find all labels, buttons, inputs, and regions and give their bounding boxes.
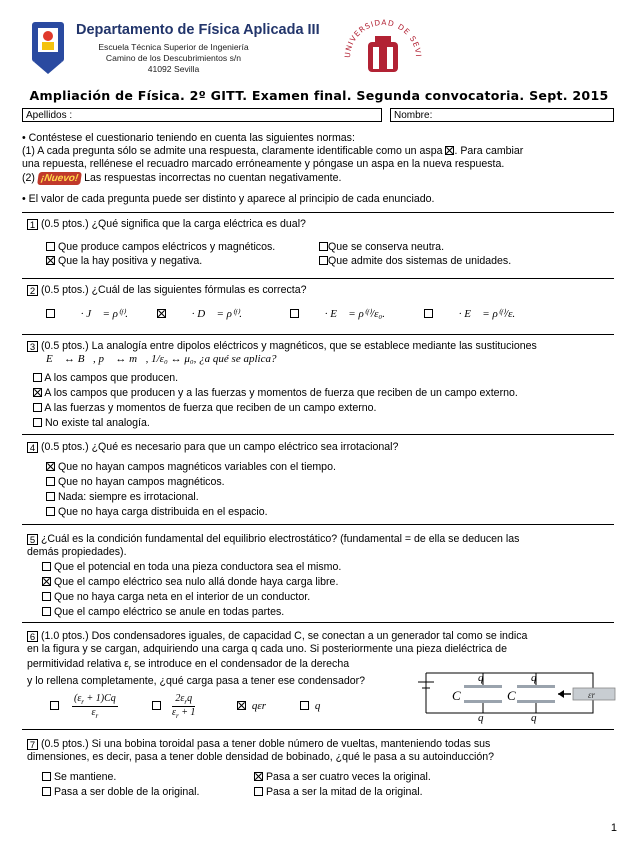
q5-option-c[interactable]: Que no haya carga neta en el interior de un conductor. xyxy=(42,591,310,603)
instructions-rule-2: (2) ¡Nuevo! Las respuestas incorrectas no cuentan negativamente. xyxy=(22,172,342,184)
q7-option-b[interactable]: Pasa a ser cuatro veces la original. xyxy=(254,771,431,783)
question-7-text: 7 (0.5 ptos.) Si una bobina toroidal pasa a tener doble número de vueltas, manteniendo todas sus xyxy=(27,738,490,750)
divider xyxy=(22,729,614,730)
divider xyxy=(22,524,614,525)
q5-checkbox-a[interactable] xyxy=(42,562,51,571)
charge-label: q xyxy=(531,672,537,684)
q3-option-b[interactable]: A los campos que producen y a las fuerzas y momentos de fuerza que reciben de un campo externo. xyxy=(33,387,518,399)
question-6-text-4: y lo rellena completamente, ¿qué carga pasa a tener ese condensador? xyxy=(27,675,366,687)
q4-option-b[interactable]: Que no hayan campos magnéticos. xyxy=(46,476,225,488)
university-ring-text: UNIVERSIDAD DE SEVI xyxy=(342,17,424,59)
question-7-text-cont: dimensiones, es decir, pasa a tener doble densidad de bobinado, ¿qué le pasa a su autoinducción? xyxy=(27,751,495,763)
question-6-text-2: en la figura y se cargan, adquiriendo una carga q cada uno. Si posteriormente una pieza dieléctrica de xyxy=(27,643,507,655)
q6-checkbox-c[interactable] xyxy=(237,701,246,710)
q5-option-a[interactable]: Que el potencial en toda una pieza conductora sea el mismo. xyxy=(42,561,341,573)
instructions-note: • El valor de cada pregunta puede ser distinto y aparece al principio de cada enunciado. xyxy=(22,193,435,205)
q4-option-c[interactable]: Nada: siempre es irrotacional. xyxy=(46,491,199,503)
nombre-field[interactable] xyxy=(390,108,614,122)
apellidos-field[interactable] xyxy=(22,108,382,122)
q3-checkbox-b[interactable] xyxy=(33,388,42,397)
q6-checkbox-a[interactable] xyxy=(50,701,59,710)
page-number: 1 xyxy=(610,822,617,834)
q1-checkbox-d[interactable] xyxy=(319,256,328,265)
q4-option-d[interactable]: Que no haya carga distribuida en el espacio. xyxy=(46,506,268,518)
q7-checkbox-b[interactable] xyxy=(254,772,263,781)
instructions-intro: • Contéstese el cuestionario teniendo en cuenta las siguientes normas: xyxy=(22,132,355,144)
dielectric-label: εr xyxy=(588,690,596,700)
charge-label: q xyxy=(478,672,484,684)
q6-option-c[interactable]: qεr xyxy=(237,700,266,712)
nuevo-badge: ¡Nuevo! xyxy=(37,172,82,185)
divider xyxy=(22,434,614,435)
q1-checkbox-c[interactable] xyxy=(46,256,55,265)
question-5-text: 5 ¿Cuál es la condición fundamental del equilibrio electrostático? (fundamental = de ella se deducen las xyxy=(27,533,519,545)
q5-checkbox-b[interactable] xyxy=(42,577,51,586)
q6-option-b[interactable] xyxy=(152,700,161,712)
nombre-label: Nombre: xyxy=(394,110,433,121)
exam-title: Ampliación de Física. 2º GITT. Examen final. Segunda convocatoria. Sept. 2015 xyxy=(29,88,609,103)
q1-checkbox-b[interactable] xyxy=(319,242,328,251)
cap-label-left: C xyxy=(452,688,461,703)
q1-option-b[interactable]: Que se conserva neutra. xyxy=(319,241,444,253)
q3-option-a[interactable]: A los campos que producen. xyxy=(33,372,178,384)
question-3-text-cont: E⃗ ↔ B⃗, p⃗ ↔ m⃗, 1/ε₀ ↔ μ₀, ¿a qué se aplica? xyxy=(46,353,277,365)
department-logo xyxy=(30,20,66,76)
q5-option-d[interactable]: Que el campo eléctrico se anule en todas partes. xyxy=(42,606,284,618)
q7-checkbox-a[interactable] xyxy=(42,772,51,781)
q4-option-a[interactable]: Que no hayan campos magnéticos variables con el tiempo. xyxy=(46,461,336,473)
q6-checkbox-b[interactable] xyxy=(152,701,161,710)
q2-option-c[interactable]: ∇⃗ · E⃗ = ρ⁽ᶠ⁾/ε₀. xyxy=(290,307,385,320)
q5-checkbox-c[interactable] xyxy=(42,592,51,601)
school-line-2: Camino de los Descubrimientos s/n xyxy=(105,53,242,63)
q1-option-c[interactable]: Que la hay positiva y negativa. xyxy=(46,255,202,267)
apellidos-label: Apellidos : xyxy=(26,110,73,121)
instructions-rule-1-cont: una repuesta, rellénese el recuadro marcado erróneamente y póngase un aspa en la nueva respuesta. xyxy=(22,158,505,170)
q2-checkbox-a[interactable] xyxy=(46,309,55,318)
charge-label: q xyxy=(478,712,484,724)
q2-option-a[interactable]: ∇⃗ · J⃗ = ρ⁽ᶠ⁾. xyxy=(46,307,128,320)
instructions-rule-1: (1) A cada pregunta sólo se admite una respuesta, claramente identificable como un aspa . Para cambiar xyxy=(22,145,524,157)
question-4-text: 4 (0.5 ptos.) ¿Qué es necesario para que un campo eléctrico sea irrotacional? xyxy=(27,441,398,453)
q2-checkbox-b[interactable] xyxy=(157,309,166,318)
q7-option-a[interactable]: Se mantiene. xyxy=(42,771,116,783)
q1-option-d[interactable]: Que admite dos sistemas de unidades. xyxy=(319,255,511,267)
q4-checkbox-d[interactable] xyxy=(46,507,55,516)
q3-checkbox-a[interactable] xyxy=(33,373,42,382)
q5-option-b[interactable]: Que el campo eléctrico sea nulo allá donde haya carga libre. xyxy=(42,576,338,588)
q6-checkbox-d[interactable] xyxy=(300,701,309,710)
q6-option-b-formula: $2\varepsilon_rq$ $\varepsilon_r + 1$ xyxy=(172,693,196,720)
q2-checkbox-c[interactable] xyxy=(290,309,299,318)
q3-checkbox-c[interactable] xyxy=(33,403,42,412)
q5-checkbox-d[interactable] xyxy=(42,607,51,616)
q4-checkbox-c[interactable] xyxy=(46,492,55,501)
q2-option-d[interactable]: ∇⃗ · E⃗ = ρ⁽ᶠ⁾/ε. xyxy=(424,307,515,320)
q2-checkbox-d[interactable] xyxy=(424,309,433,318)
divider xyxy=(22,212,614,213)
question-3-text: 3 (0.5 ptos.) La analogía entre dipolos eléctricos y magnéticos, que se establece mediante las sustituciones xyxy=(27,340,537,352)
q4-checkbox-b[interactable] xyxy=(46,477,55,486)
school-line-3: 41092 Sevilla xyxy=(147,64,200,74)
q3-option-d[interactable]: No existe tal analogía. xyxy=(33,417,150,429)
q3-checkbox-d[interactable] xyxy=(33,418,42,427)
divider xyxy=(22,334,614,335)
divider xyxy=(22,278,614,279)
question-5-text-cont: demás propiedades). xyxy=(27,546,127,558)
question-2-text: 2 (0.5 ptos.) ¿Cuál de las siguientes fórmulas es correcta? xyxy=(27,284,307,296)
q6-option-a[interactable] xyxy=(50,700,59,712)
q1-option-a[interactable]: Que produce campos eléctricos y magnéticos. xyxy=(46,241,275,253)
university-seal-logo xyxy=(342,12,424,86)
divider xyxy=(22,622,614,623)
q3-option-c[interactable]: A las fuerzas y momentos de fuerza que reciben de un campo externo. xyxy=(33,402,377,414)
school-line-1: Escuela Técnica Superior de Ingeniería xyxy=(98,42,249,52)
capacitor-circuit-figure xyxy=(408,665,622,725)
cap-label-right: C xyxy=(507,688,516,703)
department-name: Departamento de Física Aplicada III xyxy=(76,22,320,38)
q7-option-d[interactable]: Pasa a ser la mitad de la original. xyxy=(254,786,423,798)
question-1-text: 1 (0.5 ptos.) ¿Qué significa que la carga eléctrica es dual? xyxy=(27,218,306,230)
question-6-text: 6 (1.0 ptos.) Dos condensadores iguales, de capacidad C, se conectan a un generador tal como se indica xyxy=(27,630,527,642)
charge-label: q xyxy=(531,712,537,724)
q7-option-c[interactable]: Pasa a ser doble de la original. xyxy=(42,786,199,798)
q7-checkbox-d[interactable] xyxy=(254,787,263,796)
q6-option-a-formula: $(\varepsilon_r + 1)Cq$ $\varepsilon_r$ xyxy=(74,693,116,720)
q6-option-d[interactable]: q xyxy=(300,700,320,712)
q7-checkbox-c[interactable] xyxy=(42,787,51,796)
example-checkbox xyxy=(445,146,454,155)
q4-checkbox-a[interactable] xyxy=(46,462,55,471)
q2-option-b[interactable]: ∇⃗ · D⃗ = ρ⁽ᶠ⁾. xyxy=(157,307,242,320)
q1-checkbox-a[interactable] xyxy=(46,242,55,251)
question-6-text-3: permitividad relativa $\varepsilon_r$ se introduce en el condensador de la derecha xyxy=(27,658,350,673)
